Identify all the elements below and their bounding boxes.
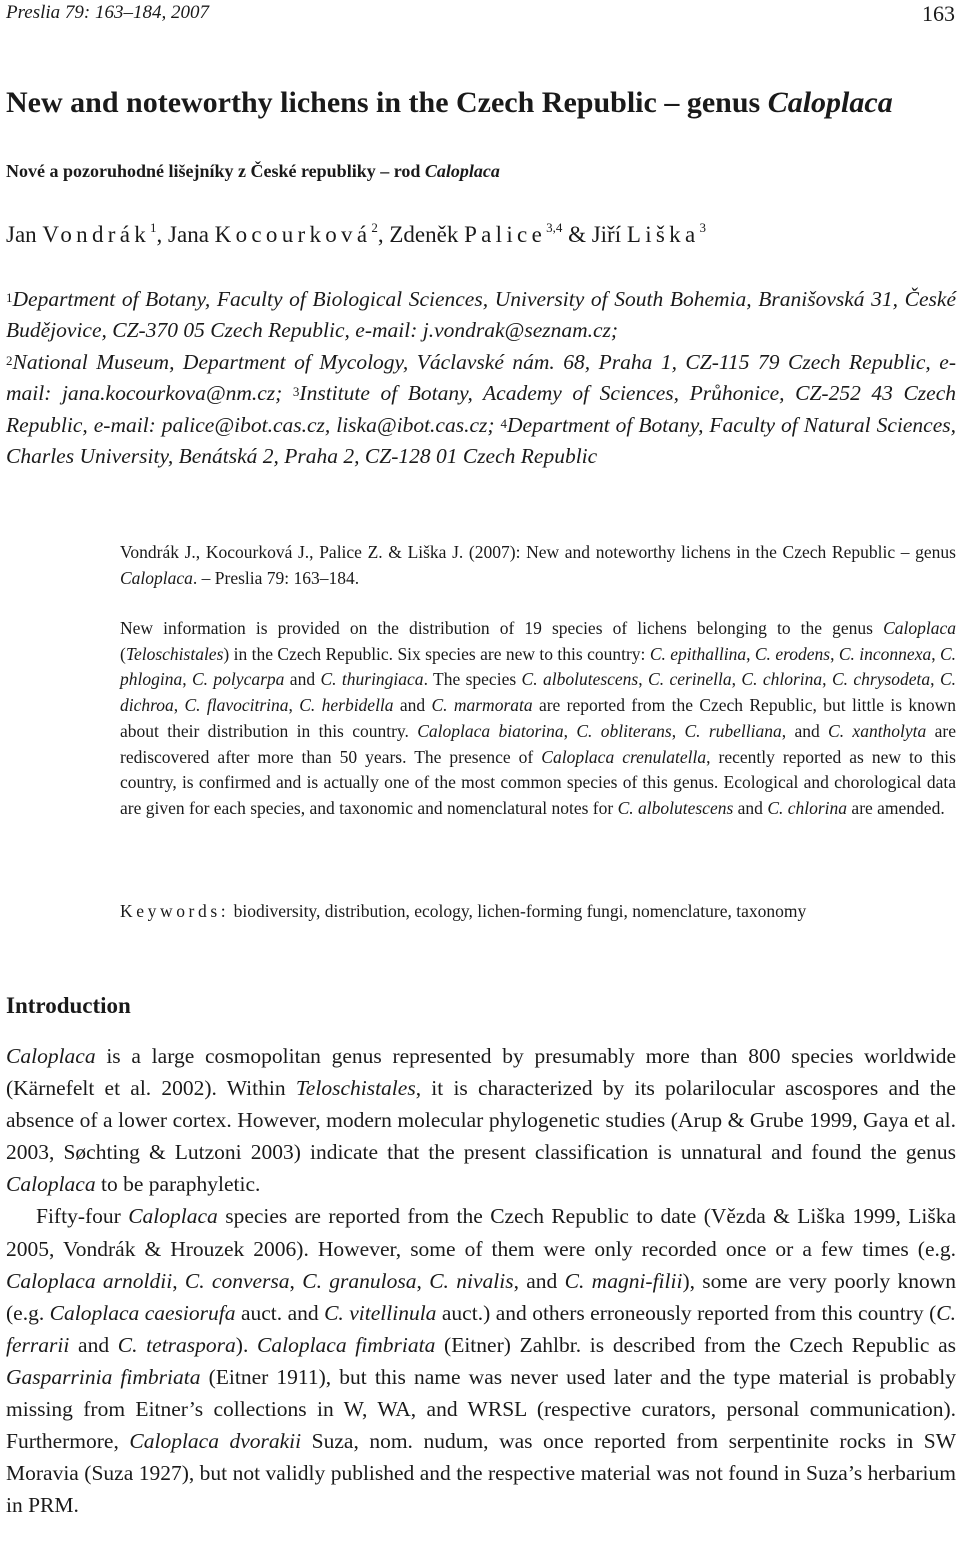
author-surname: Palice: [464, 222, 547, 247]
author-given-name: Zdeněk: [389, 222, 459, 247]
affiliation-text: Department of Botany, Faculty of Biological Sciences, University of South Bohemia, Branišovská 31, České Budějovice, CZ-370 05 Czech Republic, e-mail: j.vondrak@seznam.cz;: [6, 287, 956, 343]
article-title-genus: Caloplaca: [767, 86, 893, 119]
intro-paragraph: Caloplaca is a large cosmopolitan genus represented by presumably more than 800 species worldwide (Kärnefelt et al. 2002). Within Teloschistales, it is characterized by its polarilocular ascospores and the absence of a lower cortex. However, modern molecular phylogenetic studies (Arup & Grube 1999, Gaya et al. 2003, Søchting & Lutzoni 2003) indicate that the present classification is unnatural and found the genus Caloplaca to be paraphyletic.: [6, 1044, 956, 1197]
author-affiliation-mark: 3: [699, 220, 706, 235]
affiliation-number: 1: [6, 290, 13, 305]
keywords-text: biodiversity, distribution, ecology, lichen-forming fungi, nomenclature, taxonomy: [233, 901, 807, 921]
article-title: [6, 86, 956, 120]
author-surname: Kocourková: [214, 222, 372, 247]
author-list: [6, 222, 706, 248]
author-affiliation-mark: 1: [150, 220, 157, 235]
author-given-name: Jan: [6, 222, 37, 247]
article-title-text: New and noteworthy lichens in the Czech Republic – genus: [6, 86, 761, 119]
article-subtitle-genus: Caloplaca: [424, 161, 500, 181]
affiliation-text: National Museum, Department of Mycology, Václavské nám. 68, Praha 1, CZ-115 79 Czech Republic, e-mail: jana.kocourkova@nm.cz;: [6, 349, 956, 406]
affiliation-text: Institute of Botany, Academy of Sciences, Průhonice, CZ-252 43 Czech Republic, e-mail: palice@ibot.cas.cz, liska@ibot.cas.cz;: [6, 381, 957, 437]
author-surname: Vondrák: [42, 222, 151, 247]
citation-genus: Caloplaca: [120, 568, 193, 588]
affiliation-text: Department of Botany, Faculty of Natural Sciences, Charles University, Benátská 2, Praha 2, CZ-128 01 Czech Republic: [6, 412, 957, 469]
author-given-name: Jiří: [591, 222, 622, 247]
keywords: [120, 901, 956, 922]
author-surname: Liška: [626, 222, 700, 247]
author-separator: &: [562, 222, 592, 247]
introduction-heading: Introduction: [6, 993, 131, 1018]
page-number: 163: [922, 1, 955, 26]
author-separator: ,: [377, 222, 390, 247]
author-affiliation-mark: 3,4: [546, 220, 563, 235]
introduction-body: [6, 1040, 956, 1521]
author-separator: ,: [156, 222, 169, 247]
author-given-name: Jana: [168, 222, 209, 247]
affiliation-number: 4: [500, 415, 508, 431]
citation-source: . – Preslia 79: 163–184.: [192, 568, 360, 588]
running-header: Preslia 79: 163–184, 2007: [6, 2, 210, 23]
intro-paragraph: Fifty-four Caloplaca species are reported from the Czech Republic to date (Vězda & Liška 1999, Liška 2005, Vondrák & Hrouzek 2006). However, some of them were only recorded once or a few times (e.g. Caloplaca arnoldii, C. conversa, C. granulosa, C. nivalis, and C. magni-filii), some are very poorly known (e.g. Caloplaca caesiorufa auct. and C. vitellinula auct.) and others erroneously reported from this country (C. ferrarii and C. tetraspora). Caloplaca fimbriata (Eitner) Zahlbr. is described from the Czech Republic as Gasparrinia fimbriata (Eitner 1911), but this name was never used later and the type material is probably missing from Eitner’s collections in W, WA, and WRSL (respective curators, personal communication). Furthermore, Caloplaca dvorakii Suza, nom. nudum, was once reported from serpentinite rocks in SW Moravia (Suza 1927), but not validly published and the respective material was not found in Suza’s herbarium in PRM.: [6, 1204, 957, 1518]
article-subtitle-text: Nové a pozoruhodné lišejníky z České republiky – rod: [6, 161, 421, 181]
affiliation-number: 2: [6, 352, 13, 368]
affiliations: [6, 284, 956, 472]
abstract: New information is provided on the distribution of 19 species of lichens belonging to the genus Caloplaca (Teloschistales) in the Czech Republic. Six species are new to this country: C. epithallina, C. erodens, C. inconnexa, C. phlogina, C. polycarpa and C. thuringiaca. The species C. albolutescens, C. cerinella, C. chlorina, C. chrysodeta, C. dichroa, C. flavocitrina, C. herbidella and C. marmorata are reported from the Czech Republic, but little is known about their distribution in this country. Caloplaca biatorina, C. obliterans, C. rubelliana, and C. xantholyta are rediscovered after more than 50 years. The presence of Caloplaca crenulatella, recently reported as new to this country, is confirmed and is actually one of the most common species of this genus. Ecological and chorological data are given for each species, and taxonomic and nomenclatural notes for C. albolutescens and C. chlorina are amended.: [120, 618, 957, 818]
affiliation-number: 3: [292, 384, 300, 400]
keywords-label: Keywords:: [120, 901, 230, 921]
citation: [120, 539, 956, 591]
article-subtitle: [6, 161, 500, 182]
citation-text: Vondrák J., Kocourková J., Palice Z. & Liška J. (2007): New and noteworthy lichens in the Czech Republic – genus: [120, 542, 956, 562]
author-affiliation-mark: 2: [371, 220, 378, 235]
